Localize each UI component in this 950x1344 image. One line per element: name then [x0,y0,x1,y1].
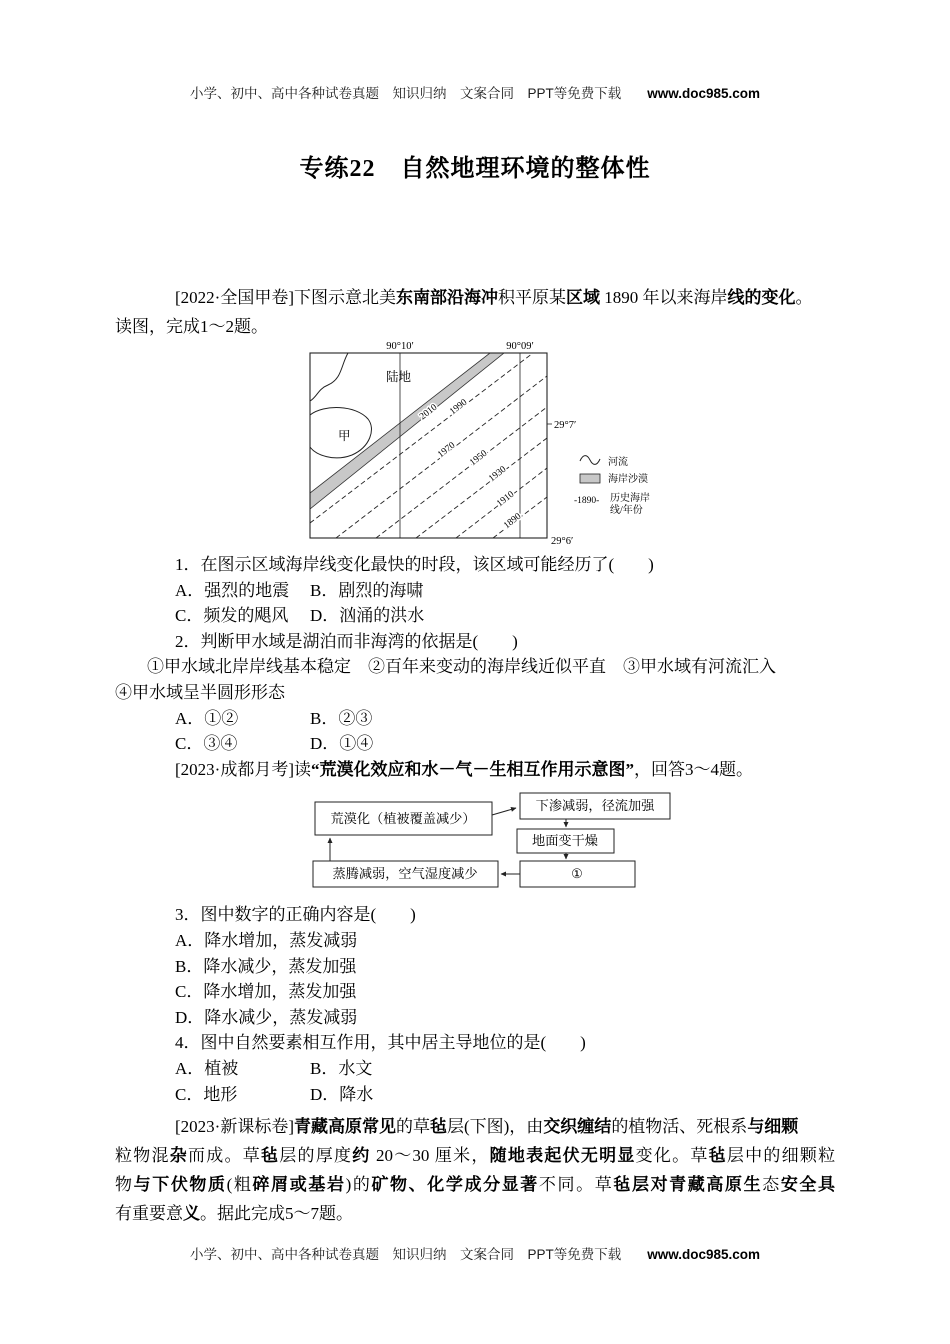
q1-option-c: C．频发的飓风 [175,606,289,626]
year-label-1890: 1890 [502,511,524,532]
legend-bar-label: 海岸沙漠 [608,474,648,485]
feedback-diagram-svg [300,787,680,899]
year-label-1990: 1990 [448,397,470,418]
year-label-2010: 2010 [418,402,440,423]
q3-option-c: C．降水增加，蒸发加强 [175,982,357,1002]
q3-option-a: A．降水增加，蒸发减弱 [175,930,358,950]
q4-option-a: A．植被 [175,1058,239,1078]
q1-option-b: B．剧烈的海啸 [310,580,424,600]
passage-line-4: 有重要意义。据此完成5～7题。 [115,1204,353,1224]
q2-option-c: C．③④ [175,734,238,754]
intro-paragraph-line-2: 读图，完成1～2题。 [115,317,268,336]
legend-river-label: 河流 [608,457,628,468]
box-desertification-label: 荒漠化（植被覆盖减少） [330,811,476,827]
box-infiltration-label: 下渗减弱，径流加强 [535,798,655,814]
passage-line-2: 粒物混杂而成。草毡层的厚度约 20～30 厘米，随地表起伏无明显变化。草毡层中的细颗粒 [115,1146,836,1166]
year-label-1910: 1910 [495,489,517,510]
question-2-stem: 2．判断甲水域是湖泊而非海湾的依据是( ) [175,631,518,651]
q3-option-d: D．降水减少，蒸发减弱 [175,1007,358,1027]
question-2-options-cd [115,731,835,757]
questions-1-2 [115,552,835,782]
latitude-label-upper: 29°7′ [554,420,577,431]
passage-line-1: [2023·新课标卷]青藏高原常见的草毡层(下图)，由交织缠结的植物活、死根系与细颗 [175,1117,799,1137]
header-text: 小学、初中、高中各种试卷真题 知识归纳 文案合同 PPT等免费下载 [189,86,622,101]
question-2-items-line-1: ①甲水域北岸岸线基本稳定 ②百年来变动的海岸线近似平直 ③甲水域有河流汇入 [147,657,776,677]
q2-option-d: D．①④ [310,734,374,754]
footer-url: www.doc985.com [647,1247,761,1262]
intro-paragraph-2: [2023·成都月考]读“荒漠化效应和水－气－生相互作用示意图”，回答3～4题。 [175,759,753,779]
page-title: 专练22 自然地理环境的整体性 [299,156,651,182]
question-1-options-cd [115,603,835,629]
q4-option-c: C．地形 [175,1084,238,1104]
question-2-options-ab [115,706,835,732]
longitude-label-right: 90°09′ [506,341,534,352]
footer-text: 小学、初中、高中各种试卷真题 知识归纳 文案合同 PPT等免费下载 [189,1247,622,1262]
latitude-label-lower: 29°6′ [551,536,574,547]
arrow-desertification-to-infiltration [492,808,516,815]
question-3-stem: 3．图中数字的正确内容是( ) [175,905,416,925]
q3-option-b: B．降水减少，蒸发加强 [175,956,357,976]
coastline-map-svg [308,341,668,548]
legend-bar-icon [580,474,600,483]
page-header [0,82,950,102]
questions-3-4 [115,902,835,1107]
box-dry-ground-label: 地面变干燥 [532,833,598,849]
page-footer [0,1243,950,1263]
content [0,148,950,1228]
river-course [310,353,348,401]
map-interior [310,353,547,538]
question-4-stem: 4．图中自然要素相互作用，其中居主导地位的是( ) [175,1033,586,1053]
question-1-stem: 1．在图示区域海岸线变化最快的时段，该区域可能经历了( ) [175,555,654,574]
year-label-1950: 1950 [468,448,490,469]
question-4-options-cd [115,1082,835,1108]
legend-history-label-1: 历史海岸 [610,493,650,504]
lake-label: 甲 [338,429,351,443]
year-label-1970: 1970 [436,440,458,461]
longitude-label-left: 90°10′ [386,341,414,352]
q4-option-b: B．水文 [310,1058,373,1078]
legend-river-icon [580,456,600,465]
legend-history-label-2: 线/年份 [610,505,643,516]
q4-option-d: D．降水 [310,1084,374,1104]
box-number-1-label: ① [571,866,583,882]
q1-option-a: A．强烈的地震 [175,580,290,600]
figure-coastline-map [308,341,835,548]
box-transpiration-label: 蒸腾减弱，空气湿度减少 [332,866,478,882]
passage-questions-5-7 [115,1112,835,1228]
header-url: www.doc985.com [647,86,761,101]
passage-line-3: 物与下伏物质(粗碎屑或基岩)的矿物、化学成分显著不同。草毡层对青藏高原生态安全具 [115,1175,836,1195]
legend-history-icon: -1890- [574,496,600,506]
intro-paragraph-line-1: [2022·全国甲卷]下图示意北美东南部沿海冲积平原某区域 1890 年以来海岸线的变化。 [175,288,813,307]
question-1-options-ab [115,578,835,604]
question-2-items-line-2: ④甲水域呈半圆形形态 [115,682,285,702]
land-label: 陆地 [386,370,412,384]
q1-option-d: D．汹涌的洪水 [310,606,425,626]
q2-option-a: A．①② [175,708,239,728]
question-4-options-ab [115,1056,835,1082]
figure-feedback-diagram [300,787,835,899]
year-label-1930: 1930 [487,464,509,485]
q2-option-b: B．②③ [310,708,373,728]
